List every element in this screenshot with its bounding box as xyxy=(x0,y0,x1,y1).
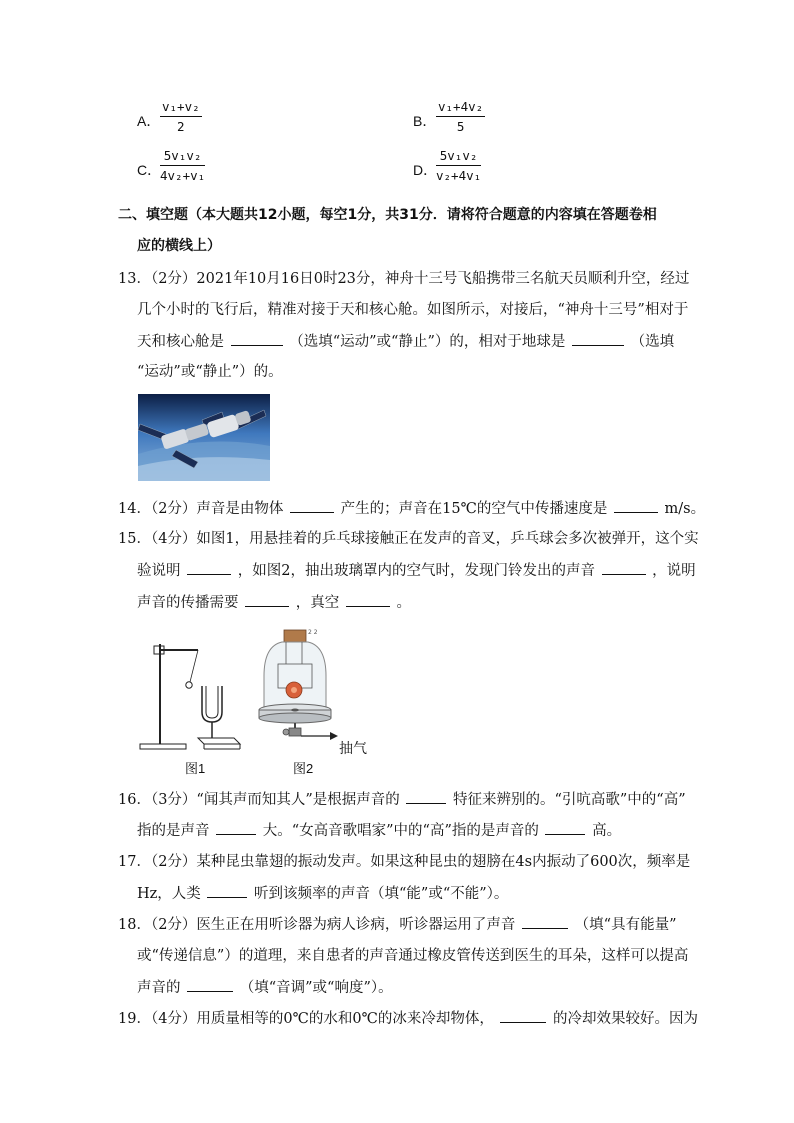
option-b-numerator: v₁+4v₂ xyxy=(436,99,485,117)
q19-blank-1[interactable] xyxy=(500,1008,546,1023)
q15-line3-a: 声音的传播需要 xyxy=(137,595,239,611)
q15-line2-a: 验说明 xyxy=(137,563,181,579)
q13-line3-b: （选填“运动”或“静止”）的，相对于地球是 xyxy=(289,334,566,350)
q14-c: m/s。 xyxy=(664,501,706,517)
q17-line1: 17．（2分）某种昆虫靠翅的振动发声。如果这种昆虫的翅膀在4s内振动了600次，频率是 xyxy=(118,854,691,870)
q13-line3-a: 天和核心舱是 xyxy=(137,334,224,350)
option-b-denominator: 5 xyxy=(456,119,465,134)
q16-line2 xyxy=(137,820,621,841)
q17-blank-1[interactable] xyxy=(207,883,247,898)
q16-line1 xyxy=(118,789,686,810)
option-c-denominator: 4v₂+v₁ xyxy=(160,168,206,183)
q17-line2-b: 听到该频率的声音（填“能”或“不能”）。 xyxy=(254,886,509,902)
q13-line3 xyxy=(137,331,674,352)
q13-blank-1[interactable] xyxy=(231,331,283,346)
q19-b: 的冷却效果较好。因为 xyxy=(553,1011,699,1027)
q15-blank-1[interactable] xyxy=(187,560,231,575)
option-c-label: C． xyxy=(137,162,162,178)
q14-blank-2[interactable] xyxy=(614,498,658,513)
q16-blank-1[interactable] xyxy=(406,789,446,804)
q13-blank-2[interactable] xyxy=(572,331,624,346)
q18-line3-b: （填“音调”或“响度”）。 xyxy=(239,980,393,996)
q15-line3-c: 。 xyxy=(396,595,411,611)
q14-b: 产生的；声音在15℃的空气中传播速度是 xyxy=(340,501,608,517)
q16-line1-a: 16．（3分）“闻其声而知其人”是根据声音的 xyxy=(118,792,400,808)
tuning-fork-figure xyxy=(138,638,244,756)
q18-line1-a: 18．（2分）医生正在用听诊器为病人诊病，听诊器运用了声音 xyxy=(118,917,516,933)
option-b-fraction xyxy=(436,99,485,134)
q17-line2 xyxy=(137,883,508,904)
q15-blank-2[interactable] xyxy=(602,560,646,575)
option-d-denominator: v₂+4v₁ xyxy=(436,168,482,183)
spacecraft-docking-image xyxy=(138,394,270,481)
q18-blank-2[interactable] xyxy=(187,977,233,992)
option-a-fraction xyxy=(160,99,202,134)
q16-blank-2[interactable] xyxy=(216,820,256,835)
q18-blank-1[interactable] xyxy=(522,914,568,929)
section-heading-line2: 应的横线上） xyxy=(137,238,221,254)
q16-line2-a: 指的是声音 xyxy=(137,823,210,839)
option-b-label: B． xyxy=(413,113,437,129)
q14-blank-1[interactable] xyxy=(290,498,334,513)
q14-a: 14．（2分）声音是由物体 xyxy=(118,501,284,517)
svg-text:2 2: 2 2 xyxy=(308,629,318,636)
section-heading-line1: 二、填空题（本大题共12小题，每空1分，共31分．请将符合题意的内容填在答题卷相 xyxy=(118,207,657,223)
q15-line2 xyxy=(137,560,696,581)
q18-line1 xyxy=(118,914,676,935)
q15-blank-4[interactable] xyxy=(346,592,390,607)
option-c-numerator: 5v₁v₂ xyxy=(160,148,205,166)
option-d-label: D． xyxy=(413,162,438,178)
q16-line2-b: 大。“女高音歌唱家”中的“高”指的是声音的 xyxy=(262,823,539,839)
q15-line3 xyxy=(137,592,411,613)
figure1-caption: 图1 xyxy=(185,761,206,776)
option-c-fraction xyxy=(160,148,205,183)
bell-jar-figure xyxy=(256,624,356,756)
q14-line xyxy=(118,498,705,519)
q16-line1-b: 特征来辨别的。“引吭高歌”中的“高” xyxy=(452,792,686,808)
option-a-label: A． xyxy=(137,113,161,129)
pump-label: 抽气 xyxy=(339,740,367,756)
q18-line1-b: （填“具有能量” xyxy=(574,917,677,933)
q16-blank-3[interactable] xyxy=(545,820,585,835)
q13-line4: “运动”或“静止”）的。 xyxy=(137,364,283,380)
q13-line2: 几个小时的飞行后，精准对接于天和核心舱。如图所示，对接后，“神舟十三号”相对于 xyxy=(137,302,689,318)
q18-line3-a: 声音的 xyxy=(137,980,181,996)
q13-line1: 13．（2分）2021年10月16日0时23分，神舟十三号飞船携带三名航天员顺利升空，经过 xyxy=(118,271,690,287)
q15-line3-b: ，真空 xyxy=(295,595,340,611)
q19-line1 xyxy=(118,1008,698,1029)
option-a-denominator: 2 xyxy=(177,119,185,134)
q15-line2-c: ，说明 xyxy=(652,563,696,579)
q13-line3-c: （选填 xyxy=(630,334,675,350)
q15-line2-b: ，如图2，抽出玻璃罩内的空气时，发现门铃发出的声音 xyxy=(237,563,595,579)
option-d-numerator: 5v₁v₂ xyxy=(436,148,481,166)
q16-line2-c: 高。 xyxy=(592,823,622,839)
q18-line2: 或“传递信息”）的道理，来自患者的声音通过橡皮管传送到医生的耳朵，这样可以提高 xyxy=(137,948,689,964)
q18-line3 xyxy=(137,977,393,998)
option-d-fraction xyxy=(436,148,481,183)
q19-a: 19．（4分）用质量相等的0℃的水和0℃的冰来冷却物体， xyxy=(118,1011,494,1027)
q15-blank-3[interactable] xyxy=(245,592,289,607)
q17-line2-a: Hz，人类 xyxy=(137,886,201,902)
option-a-numerator: v₁+v₂ xyxy=(160,99,202,117)
q15-line1: 15．（4分）如图1，用悬挂着的乒乓球接触正在发声的音叉，乒乓球会多次被弹开，这个实 xyxy=(118,531,699,547)
figure2-caption: 图2 xyxy=(293,761,314,776)
